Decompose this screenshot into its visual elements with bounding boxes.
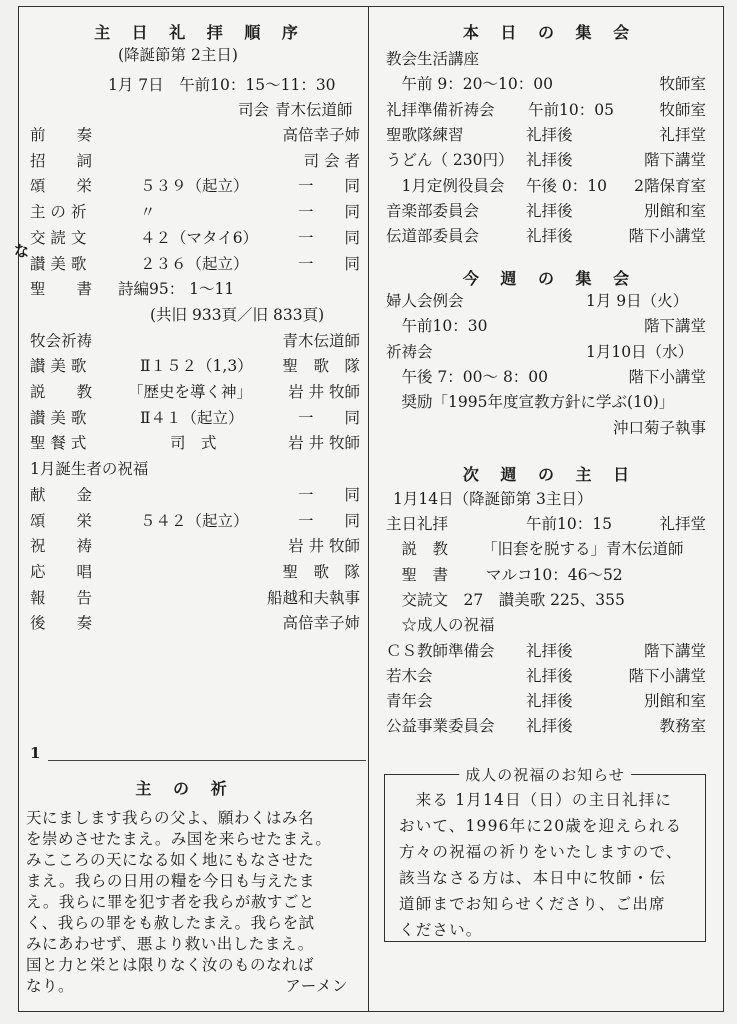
- order-item: 主 の 祈: [30, 203, 87, 221]
- order-item: 報 告: [30, 589, 93, 607]
- meeting-row: [386, 364, 706, 390]
- order-detail: 詩編95： 1〜11: [118, 280, 235, 298]
- order-detail: (共旧 933頁／旧 833頁): [150, 306, 325, 324]
- order-row: [30, 148, 360, 174]
- meeting-name: 公益事業委員会: [386, 717, 495, 735]
- meeting-name: 聖 書: [386, 566, 449, 584]
- order-person: 岩 井 牧師: [288, 434, 360, 452]
- order-detail: Ⅱ４１（起立）: [140, 409, 244, 427]
- notice-title: 成人の祝福のお知らせ: [459, 764, 631, 785]
- order-person: 聖 歌 隊: [282, 357, 360, 375]
- meeting-name: 青年会: [386, 692, 433, 710]
- meeting-name: 午前 9：20〜10：00: [386, 75, 553, 93]
- order-person: 一 同: [297, 229, 360, 247]
- prayer-line: 国と力と栄とは限りなく汝のものなれば: [26, 956, 315, 974]
- meeting-row: [386, 612, 706, 638]
- meeting-row: [386, 288, 706, 314]
- order-person: 青木伝道師: [282, 332, 360, 350]
- meeting-time: 礼拝後: [526, 692, 573, 710]
- prayer-line: みこころの天になる如く地にもなさせた: [26, 851, 315, 869]
- order-detail: ２３６（起立）: [140, 255, 249, 273]
- next-sunday-title: 次 週 の 主 日: [462, 465, 638, 484]
- order-row: [30, 430, 360, 456]
- order-item: 牧会祈祷: [30, 332, 93, 350]
- order-item: 招 詞: [30, 152, 93, 170]
- order-row: [30, 302, 360, 328]
- meeting-row: [386, 122, 706, 148]
- notice-line: ください。: [399, 921, 483, 939]
- order-detail: 〃: [140, 203, 156, 221]
- order-item: 聖 書: [30, 280, 93, 298]
- meeting-place: 別館和室: [643, 202, 706, 220]
- next-sunday-date: 1月14日（降誕節第 3主日）: [393, 490, 593, 508]
- order-detail: Ⅱ１５２（1,3）: [140, 357, 253, 375]
- meeting-name: 礼拝準備祈祷会: [386, 101, 495, 119]
- prayer-line: まえ。我らの日用の糧を今日も与えたま: [26, 872, 315, 890]
- order-item: 後 奏: [30, 614, 93, 632]
- meeting-name: ☆成人の祝福: [386, 616, 495, 634]
- order-row: [30, 199, 360, 225]
- meeting-row: [386, 389, 706, 415]
- meeting-name: 1月定例役員会: [386, 177, 505, 195]
- meeting-row: [386, 147, 706, 173]
- order-detail: ５３９（起立）: [140, 177, 249, 195]
- meeting-time: 「旧套を脱する」青木伝道師: [482, 540, 684, 558]
- meeting-row: [386, 536, 706, 562]
- worship-date-time: 1月 7日 午前10：15〜11：30: [108, 76, 336, 94]
- meeting-name: 奨励「1995年度宣教方針に学ぶ(10)」: [386, 393, 675, 411]
- order-detail: 司 式: [170, 434, 217, 452]
- order-detail: 「歴史を導く神」: [128, 383, 253, 401]
- order-person: 一 同: [297, 203, 360, 221]
- order-item: 1月誕生者の祝福: [30, 460, 149, 478]
- meeting-name: 説 教: [386, 540, 449, 558]
- meeting-place: 沖口菊子執事: [612, 419, 706, 437]
- meeting-name: 午前10：30: [386, 317, 488, 335]
- meeting-time: 礼拝後: [526, 227, 573, 245]
- prayer-line: みにあわせず、悪より救い出したまえ。: [26, 935, 314, 953]
- worship-order-title: 主 日 礼 拝 順 序: [94, 23, 306, 42]
- meeting-time: 1月 9日（火）: [586, 292, 689, 310]
- order-row: [30, 328, 360, 354]
- meeting-place: 階下小講堂: [628, 368, 706, 386]
- meeting-row: [386, 562, 706, 588]
- meeting-name: ＣＳ教師準備会: [386, 642, 495, 660]
- prayer-line: を崇めさせたまえ。み国を来らせたまえ。: [26, 830, 332, 848]
- order-item: 応 唱: [30, 563, 93, 581]
- meeting-row: [386, 688, 706, 714]
- meeting-name: 祈祷会: [386, 343, 433, 361]
- meeting-row: [386, 713, 706, 739]
- meeting-row: [386, 173, 706, 199]
- meeting-time: 礼拝後: [526, 126, 573, 144]
- section-separator: [48, 760, 366, 761]
- order-item: 讃 美 歌: [30, 357, 87, 375]
- meeting-row: [386, 663, 706, 689]
- order-row: [30, 353, 360, 379]
- order-person: 岩 井 牧師: [288, 537, 360, 555]
- notice-line: 道師までお知らせくださり、ご出席: [399, 895, 666, 913]
- meeting-name: 音楽部委員会: [386, 202, 480, 220]
- meeting-place: 階下講堂: [643, 151, 706, 169]
- prayer-line: なり。: [26, 977, 75, 995]
- meeting-row: [386, 587, 706, 613]
- order-item: 聖 餐 式: [30, 434, 87, 452]
- meeting-name: 教会生活講座: [386, 50, 480, 68]
- presider-name: 青木伝道師: [275, 101, 353, 119]
- meeting-time: 午前10：05: [528, 101, 614, 119]
- order-person: 船越和夫執事: [266, 589, 360, 607]
- order-row: [30, 122, 360, 148]
- order-item: 頌 栄: [30, 512, 93, 530]
- order-row: [30, 276, 360, 302]
- meeting-place: 礼拝堂: [659, 515, 706, 533]
- order-item: 交 読 文: [30, 229, 87, 247]
- meeting-name: うどん（ 230円）: [386, 151, 514, 169]
- meeting-place: 2階保育室: [634, 177, 706, 195]
- order-person: 一 同: [297, 512, 360, 530]
- meeting-time: 礼拝後: [526, 642, 573, 660]
- order-row: [30, 456, 360, 482]
- lords-prayer-title: 主 の 祈: [135, 779, 235, 798]
- notice-text: [399, 787, 695, 943]
- today-meetings-title: 本 日 の 集 会: [462, 23, 638, 42]
- order-row: [30, 533, 360, 559]
- order-row: [30, 559, 360, 585]
- order-row: [30, 508, 360, 534]
- meeting-row: [386, 339, 706, 365]
- meeting-row: [386, 638, 706, 664]
- meeting-time: 午後 0：10: [526, 177, 608, 195]
- meeting-time: 礼拝後: [526, 202, 573, 220]
- order-item: 祝 祷: [30, 537, 93, 555]
- notice-line: おいて、1996年に20歳を迎えられる: [399, 817, 683, 835]
- order-person: 高倍幸子姉: [282, 126, 360, 144]
- meeting-place: 牧師室: [659, 75, 706, 93]
- meeting-place: 階下小講堂: [628, 667, 706, 685]
- worship-order-subtitle: (降誕節第 2主日): [118, 46, 238, 64]
- order-detail: ５４２（起立）: [140, 512, 249, 530]
- meeting-place: 階下講堂: [643, 642, 706, 660]
- prayer-line: 天にまします我らの父よ、願わくはみ名: [26, 809, 315, 827]
- order-row: [30, 482, 360, 508]
- meeting-row: [386, 46, 706, 72]
- meeting-name: 交読文 27 讃美歌 225、355: [386, 591, 625, 609]
- meeting-row: [386, 71, 706, 97]
- meeting-time: 礼拝後: [526, 717, 573, 735]
- order-person: 一 同: [297, 255, 360, 273]
- order-item: 頌 栄: [30, 177, 93, 195]
- order-person: 聖 歌 隊: [282, 563, 360, 581]
- order-item: 説 教: [30, 383, 93, 401]
- meeting-place: 階下講堂: [643, 317, 706, 335]
- meeting-row: [386, 97, 706, 123]
- meeting-row: [386, 198, 706, 224]
- meeting-name: 婦人会例会: [386, 292, 464, 310]
- amen-text: アーメン: [285, 977, 348, 995]
- meeting-row: [386, 415, 706, 441]
- meeting-name: 聖歌隊練習: [386, 126, 464, 144]
- order-item: 讃 美 歌: [30, 409, 87, 427]
- meeting-name: 主日礼拝: [386, 515, 449, 533]
- meeting-time: 1月10日（水）: [586, 343, 694, 361]
- meeting-row: [386, 313, 706, 339]
- order-person: 一 同: [297, 409, 360, 427]
- meeting-place: 階下小講堂: [628, 227, 706, 245]
- order-row: [30, 610, 360, 636]
- meeting-name: 午後 7：00〜 8：00: [386, 368, 549, 386]
- order-row: [30, 173, 360, 199]
- notice-line: 該当なさる方は、本日中に牧師・伝: [399, 869, 667, 887]
- lords-prayer-text: [26, 808, 362, 997]
- notice-line: 方々の祝福の祈りをいたしますので、: [399, 843, 683, 861]
- order-row: [30, 379, 360, 405]
- order-row: [30, 405, 360, 431]
- order-person: 高倍幸子姉: [282, 614, 360, 632]
- order-person: 岩 井 牧師: [288, 383, 360, 401]
- presider-label: 司会: [238, 101, 270, 119]
- meeting-name: 若木会: [386, 667, 433, 685]
- order-detail: ４２（マタイ6）: [140, 229, 259, 247]
- order-row: [30, 225, 360, 251]
- meeting-time: 午前10：15: [526, 515, 612, 533]
- margin-mark: な: [14, 242, 30, 260]
- margin-mark: 1: [30, 744, 41, 762]
- order-person: 一 同: [297, 177, 360, 195]
- order-row: [30, 251, 360, 277]
- meeting-row: [386, 511, 706, 537]
- order-item: 献 金: [30, 486, 93, 504]
- meeting-row: [386, 223, 706, 249]
- meeting-time: マルコ10：46〜52: [486, 566, 623, 584]
- week-meetings-title: 今 週 の 集 会: [462, 269, 638, 288]
- order-row: [30, 585, 360, 611]
- meeting-place: 教務室: [659, 717, 706, 735]
- prayer-line: く、我らの罪をも赦したまえ。我らを試: [26, 914, 315, 932]
- order-item: 讃 美 歌: [30, 255, 87, 273]
- meeting-time: 礼拝後: [526, 151, 573, 169]
- notice-line: 来る 1月14日（日）の主日礼拝に: [399, 791, 673, 809]
- column-divider: [368, 6, 369, 1012]
- order-person: 一 同: [297, 486, 360, 504]
- meeting-place: 礼拝堂: [659, 126, 706, 144]
- order-item: 前 奏: [30, 126, 93, 144]
- coming-of-age-notice: [384, 766, 706, 942]
- meeting-place: 別館和室: [643, 692, 706, 710]
- meeting-name: 伝道部委員会: [386, 227, 480, 245]
- meeting-time: 礼拝後: [526, 667, 573, 685]
- order-person: 司 会 者: [303, 152, 360, 170]
- meeting-place: 牧師室: [659, 101, 706, 119]
- prayer-line: え。我らに罪を犯す者を我らが赦すごと: [26, 893, 315, 911]
